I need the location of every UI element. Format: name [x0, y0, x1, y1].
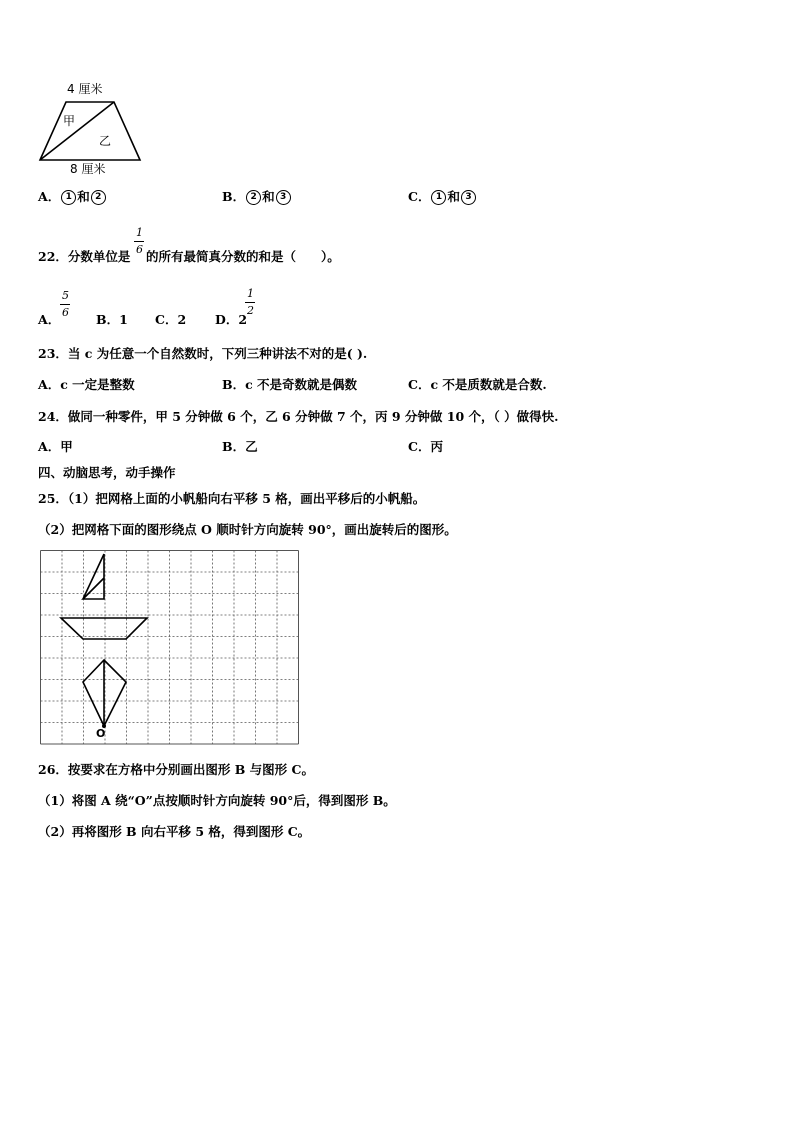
q22-option-c[interactable]: C．2: [155, 312, 187, 327]
region-yi-label: 乙: [99, 134, 112, 148]
q22-prefix: 22．分数单位是: [38, 249, 131, 264]
trapezoid-figure: [36, 98, 146, 164]
q22-suffix: 的所有最简真分数的和是（ ）。: [146, 249, 340, 264]
q22-option-d-denominator: 2: [247, 304, 254, 317]
trapezoid-diagonal: [40, 102, 114, 160]
q22-option-d-numerator: 1: [247, 287, 254, 300]
trapezoid-outline: [40, 102, 140, 160]
q24-option-c[interactable]: C．丙: [408, 439, 443, 454]
trapezoid-top-label: 4 厘米: [67, 82, 103, 96]
q21-option-a[interactable]: A． 1 和 2: [38, 187, 107, 205]
q23-option-a[interactable]: A．c 一定是整数: [38, 377, 135, 392]
circled-number: 3: [276, 190, 291, 205]
section-four-title: 四、动脑思考，动手操作: [38, 465, 176, 480]
q25-line1: 25．（1）把网格上面的小帆船向右平移 5 格，画出平移后的小帆船。: [38, 491, 426, 506]
grid-lines: [41, 551, 299, 745]
q25-line2: （2）把网格下面的图形绕点 O 顺时针方向旋转 90°，画出旋转后的图形。: [38, 522, 457, 537]
q21-option-b[interactable]: B． 2 和 3: [222, 187, 292, 205]
q22-option-d-frac-line: [245, 302, 255, 303]
circled-number: 1: [61, 190, 76, 205]
q22-option-a-letter[interactable]: A．: [38, 312, 61, 327]
circled-number: 2: [246, 190, 261, 205]
q22-option-d-letter[interactable]: D．2: [215, 312, 248, 327]
sailboat-figure: [61, 554, 147, 639]
q24-option-b[interactable]: B．乙: [222, 439, 258, 454]
sailboat-sail-edge: [83, 554, 104, 599]
q22-option-a-frac-line: [60, 304, 70, 305]
circled-number: 1: [431, 190, 446, 205]
q24-option-a[interactable]: A．甲: [38, 439, 73, 454]
q23-option-c[interactable]: C．c 不是质数就是合数.: [408, 377, 547, 392]
q22-option-b[interactable]: B．1: [96, 312, 128, 327]
circled-number: 3: [461, 190, 476, 205]
q26-line3: （2）再将图形 B 向右平移 5 格，得到图形 C。: [38, 824, 311, 839]
q24-text: 24．做同一种零件，甲 5 分钟做 6 个，乙 6 分钟做 7 个，丙 9 分钟做 10 个，（ ）做得快.: [38, 409, 559, 424]
point-o-label: O: [96, 727, 106, 740]
q22-option-a-denominator: 6: [62, 306, 69, 319]
kite-figure: [83, 660, 126, 728]
sailboat-hull: [61, 618, 147, 639]
q21-option-c[interactable]: C． 1 和 3: [408, 187, 477, 205]
q26-line1: 26．按要求在方格中分别画出图形 B 与图形 C。: [38, 762, 314, 777]
q23-option-b[interactable]: B．c 不是奇数就是偶数: [222, 377, 358, 392]
q23-text: 23．当 c 为任意一个自然数时，下列三种讲法不对的是( ).: [38, 346, 368, 361]
q26-line2: （1）将图 A 绕“O”点按顺时针方向旋转 90°后，得到图形 B。: [38, 793, 396, 808]
trapezoid-bottom-label: 8 厘米: [70, 162, 106, 176]
drawing-grid[interactable]: [40, 550, 302, 750]
circled-number: 2: [91, 190, 106, 205]
q22-frac-line: [134, 241, 144, 242]
region-jia-label: 甲: [63, 114, 76, 128]
q22-option-a-numerator: 5: [62, 289, 69, 302]
q22-frac-numerator: 1: [136, 226, 143, 239]
q22-frac-denominator: 6: [136, 243, 143, 256]
